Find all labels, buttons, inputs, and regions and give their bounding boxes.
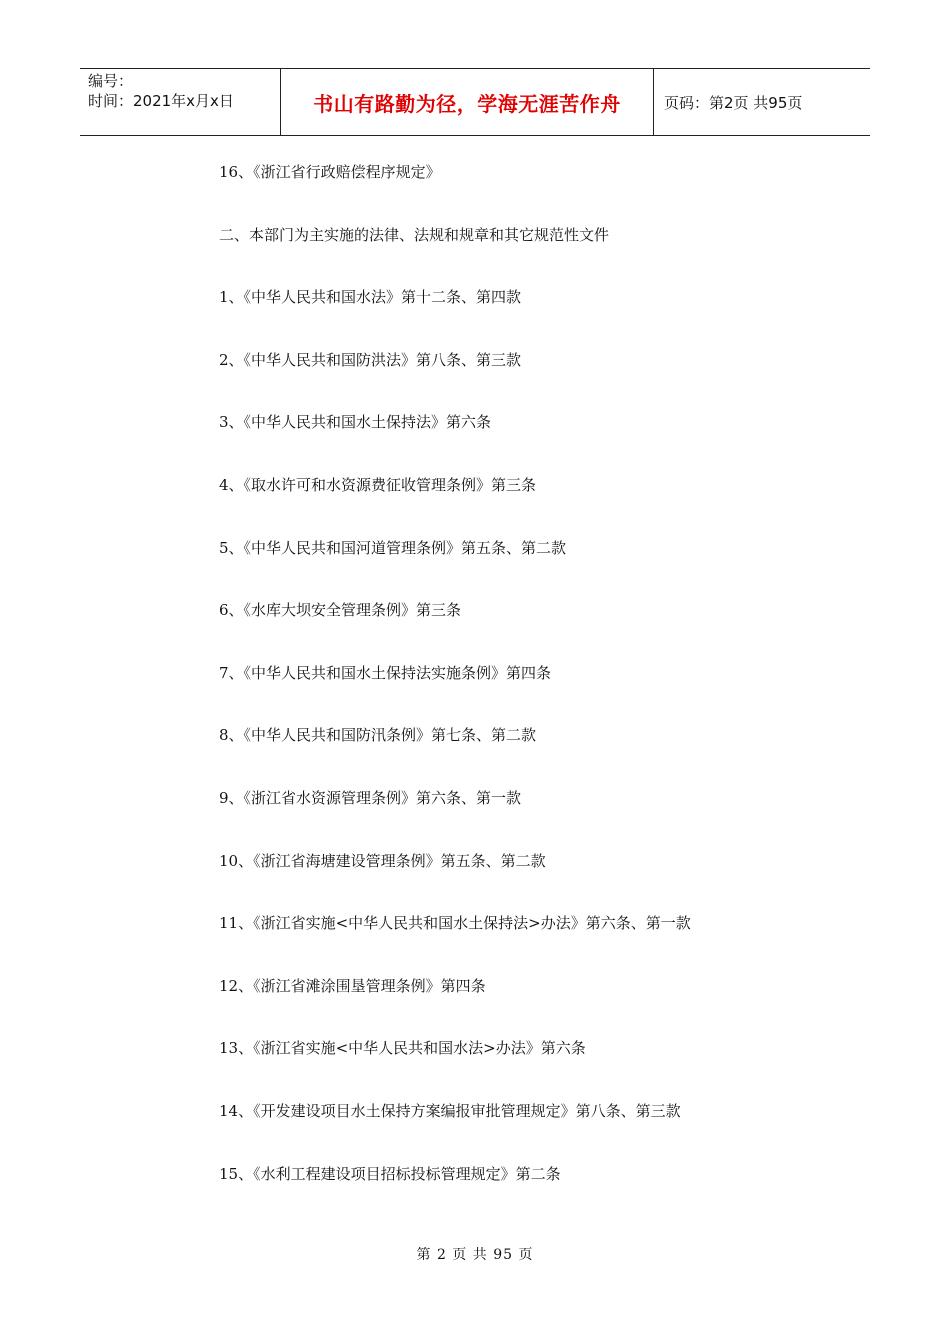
list-item: 2、《中华人民共和国防洪法》第八条、第三款 [219, 350, 522, 369]
document-body [219, 157, 859, 1221]
list-item: 4、《取水许可和水资源费征收管理条例》第三条 [219, 475, 537, 494]
section-heading: 二、本部门为主实施的法律、法规和规章和其它规范性文件 [219, 225, 610, 244]
list-item: 11、《浙江省实施<中华人民共和国水土保持法>办法》第六条、第一款 [219, 914, 691, 933]
list-item: 8、《中华人民共和国防汛条例》第七条、第二款 [219, 726, 537, 745]
list-item: 6、《水库大坝安全管理条例》第三条 [219, 601, 462, 620]
list-item: 7、《中华人民共和国水土保持法实施条例》第四条 [219, 663, 552, 682]
motto-text: 书山有路勤为径，学海无涯苦作舟 [313, 91, 621, 116]
time-label: 时间：2021年x月x日 [88, 92, 234, 110]
list-item: 16、《浙江省行政赔偿程序规定》 [219, 163, 441, 181]
page-info: 页码：第2页 共95页 [664, 93, 803, 112]
footer-page-number: 第 2 页 共 95 页 [416, 1247, 534, 1263]
list-item: 12、《浙江省滩涂围垦管理条例》第四条 [219, 976, 486, 995]
page-header [80, 68, 870, 136]
list-item: 3、《中华人民共和国水土保持法》第六条 [219, 413, 492, 432]
page-footer [0, 1244, 950, 1264]
list-item: 14、《开发建设项目水土保持方案编报审批管理规定》第八条、第三款 [219, 1101, 681, 1120]
list-item: 1、《中华人民共和国水法》第十二条、第四款 [219, 288, 522, 307]
header-page-cell [654, 69, 870, 135]
list-item: 15、《水利工程建设项目招标投标管理规定》第二条 [219, 1164, 561, 1183]
serial-label: 编号： [88, 72, 134, 90]
list-item: 9、《浙江省水资源管理条例》第六条、第一款 [219, 788, 522, 807]
list-item: 10、《浙江省海塘建设管理条例》第五条、第二款 [219, 851, 546, 870]
list-item: 13、《浙江省实施<中华人民共和国水法>办法》第六条 [219, 1039, 586, 1058]
header-motto-cell [281, 69, 654, 135]
header-meta-cell [80, 69, 281, 135]
list-item: 5、《中华人民共和国河道管理条例》第五条、第二款 [219, 538, 567, 557]
